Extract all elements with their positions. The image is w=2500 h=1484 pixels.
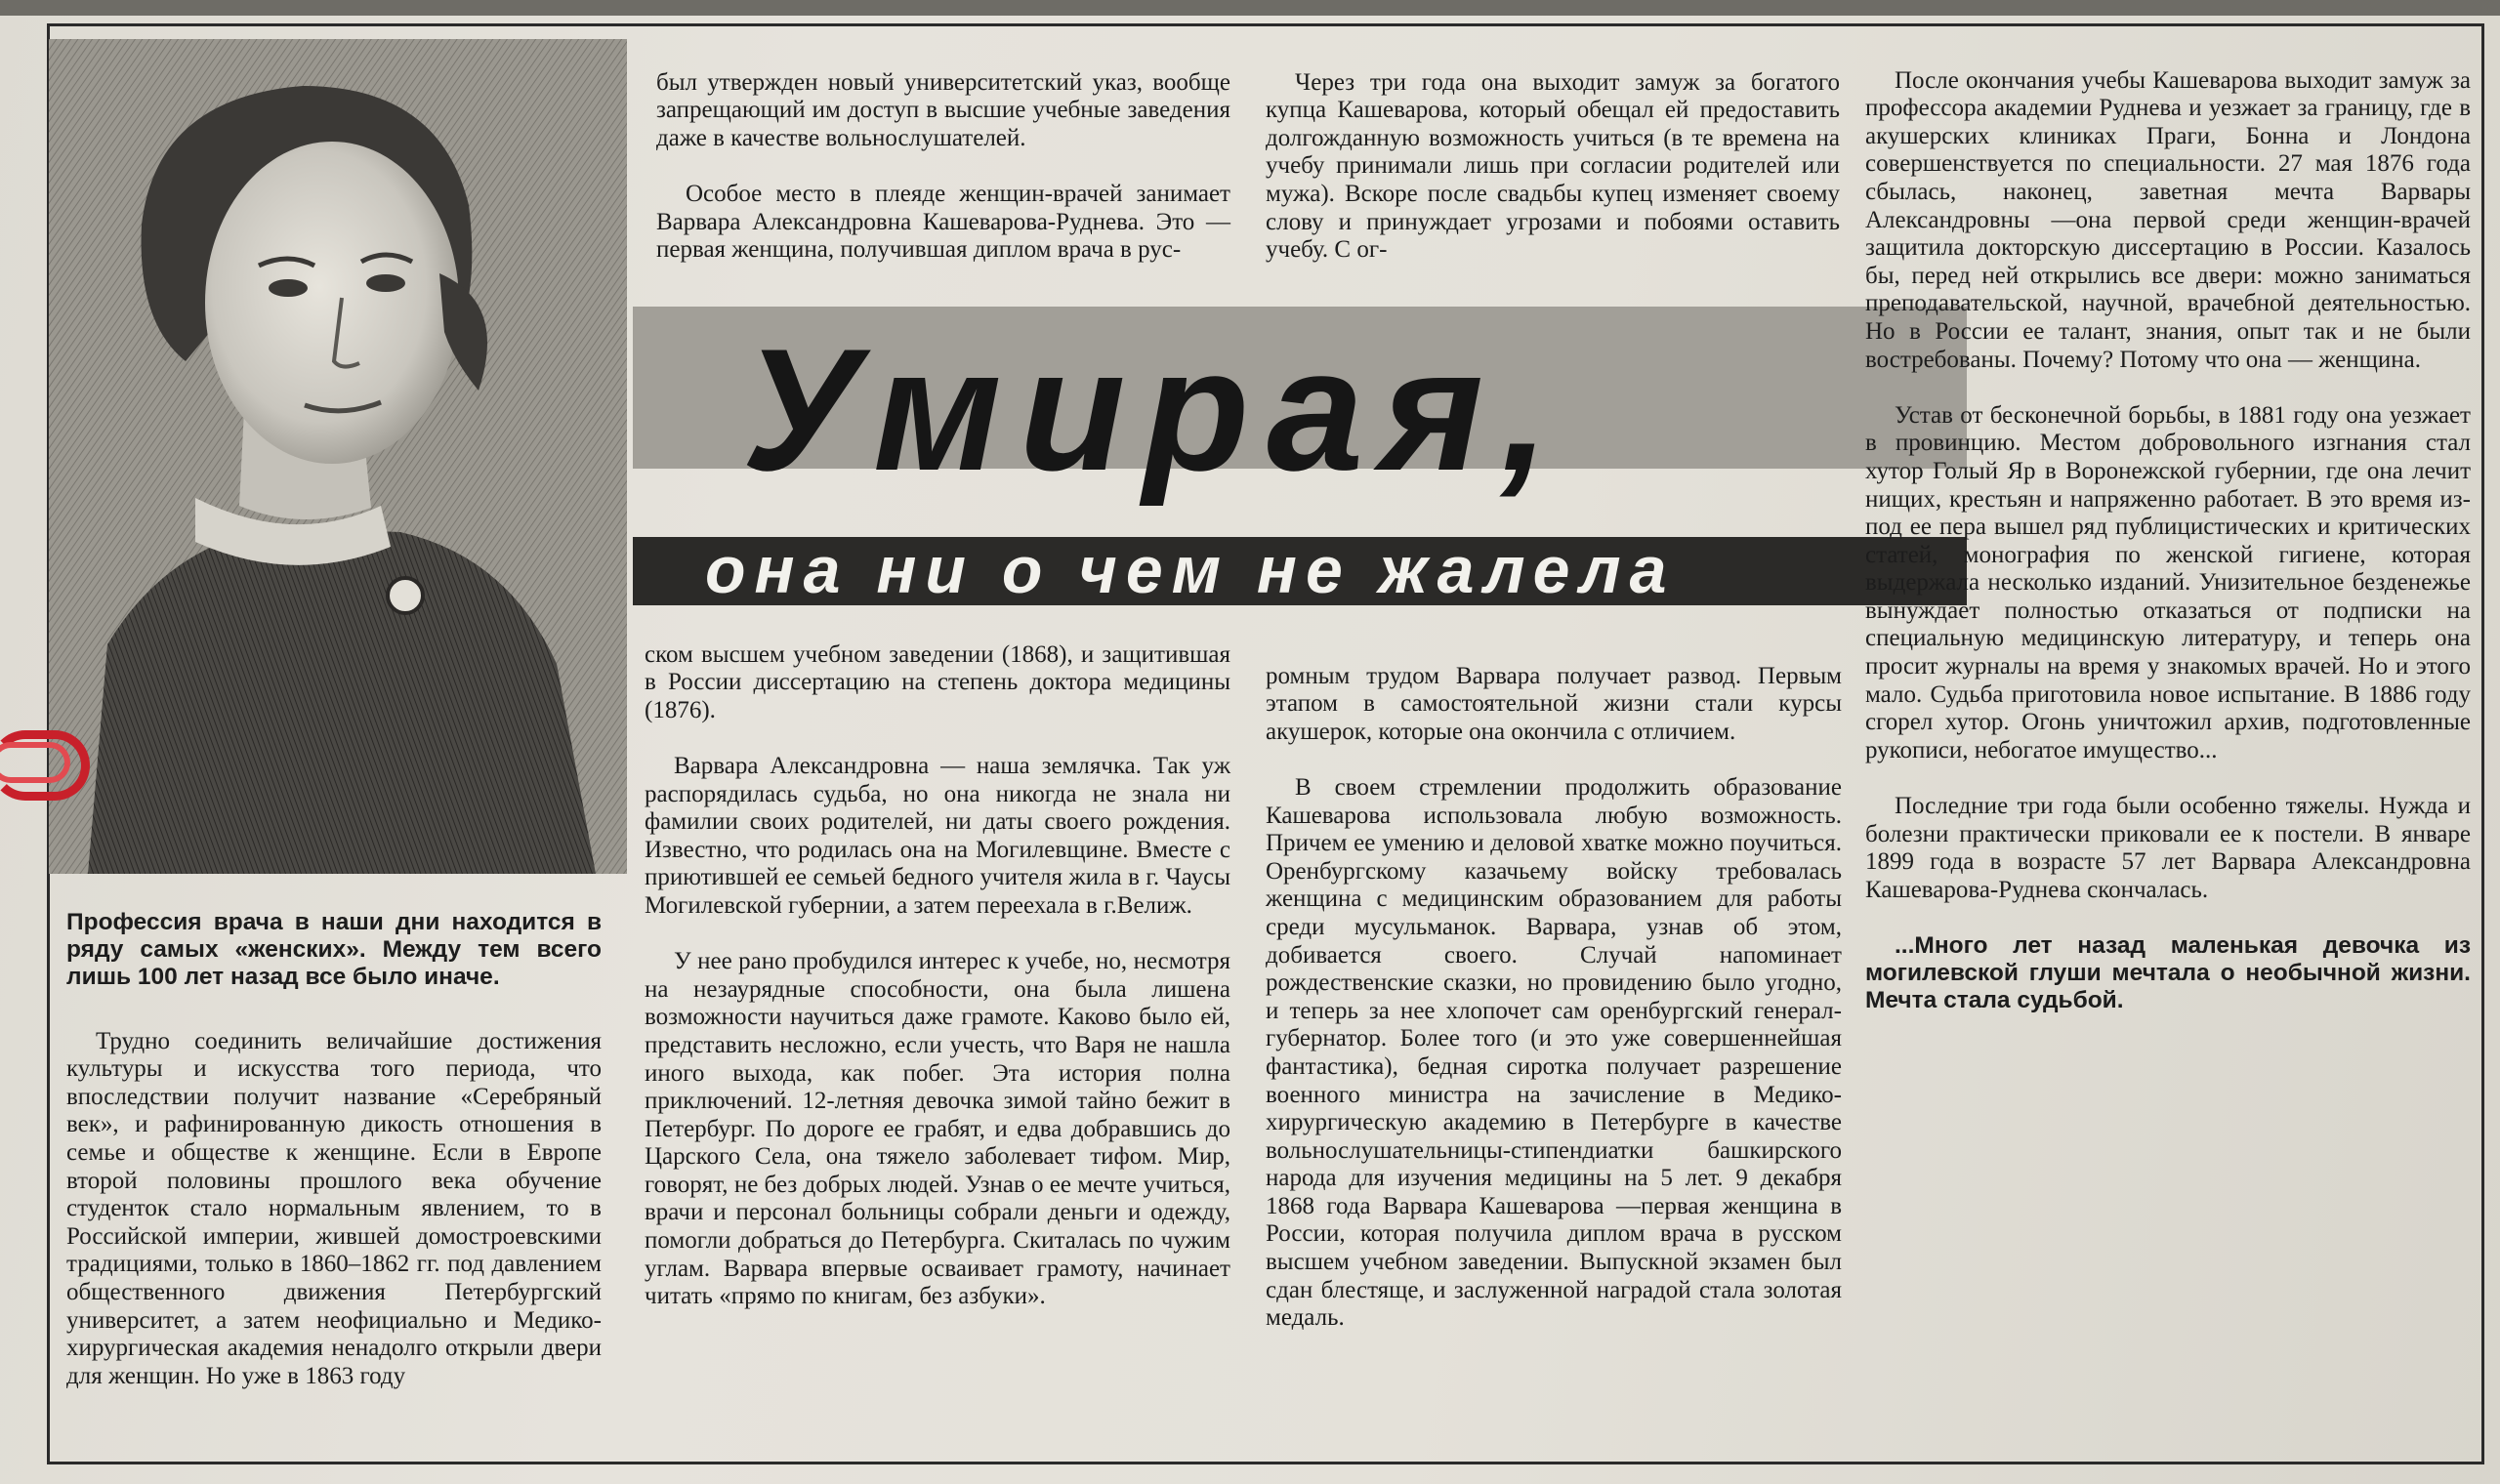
col3-bottom-paragraph-2: В своем стремлении продолжить образование Кашеварова использовала любую возможность. Причем ее умению и деловой хватке можно поучиться. Оренбургскому казачьему войску требовалась женщина с медицинским образованием для работы среди мусульманок. Варвара, узнав об этом, добивается своего. Случай напоминает рождественские сказки, но провидению было угодно, и теперь за нее хлопочет сам оренбургский генерал-губернатор. Более того (и это уже совершеннейшая фантастика), бедная сиротка получает разрешение военного министра на зачисление в Медико-хирургическую академию в Петербурге в качестве вольнослушательницы-стипендиатки башкирского народа для изучения медицины на 5 лет. 9 декабря 1868 года Варвара Кашеварова —первая женщина в России, которая получила диплом врача в русском высшем учебном заведении. Выпускной экзамен был сдан блестяще, и заслуженной наградой стала золотая медаль. <box>1266 773 1842 1332</box>
photo-caption <box>66 881 602 1018</box>
col3-bottom-paragraph-1: ромным трудом Варвара получает развод. Первым этапом в самостоятельной жизни стали курсы акушерок, которые она окончила с отличием. <box>1266 662 1842 745</box>
col2-bottom-paragraph-2: Варвара Александровна — наша землячка. Так уж распорядилась судьба, но она никогда не знала ни фамилии своих родителей, ни даты своего рождения. Известно, что родилась она на Могилевщине. Вместе с приютившей ее семьей бедного учителя жила в г. Чаусы Могилевской губернии, а затем переехала в г.Велиж. <box>645 752 1230 919</box>
col2-bottom-paragraph-1: ском высшем учебном заведении (1868), и защитившая в России диссертацию на степень доктора медицины (1876). <box>645 640 1230 723</box>
woman-portrait-icon <box>49 39 627 874</box>
col2-top-paragraph-2: Особое место в плеяде женщин-врачей занимает Варвара Александровна Кашеварова-Руднева. Это — первая женщина, получившая диплом врача в рус- <box>656 180 1230 264</box>
col2-bottom-paragraph-3: У нее рано пробудился интерес к учебе, но, несмотря на незаурядные способности, она была лишена возможности научиться даже грамоте. Каково было ей, представить несложно, если учесть, что Варя не нашла иного выхода, как побег. Эта история полна приключений. 12-летняя девочка зимой тайно бежит в Петербург. По дороге ее грабят, и едва добравшись до Царского Села, она тяжело заболевает тифом. Мир, говорят, не без добрых людей. Узнав о ее мечте учиться, врачи и персонал больницы собрали деньги и одежду, помогли добраться до Петербурга. Скиталась по чужим углам. Варвара впервые осваивает грамоту, начинает читать «прямо по книгам, без азбуки». <box>645 948 1230 1310</box>
top-edge <box>0 0 2500 16</box>
column-2-bottom <box>645 613 1230 1339</box>
col4-paragraph-3: Последние три года были особенно тяжелы. Нужда и болезни практически приковали ее к постели. В январе 1899 года в возрасте 57 лет Варвара Александровна Кашеварова-Руднева скончалась. <box>1865 793 2471 903</box>
col1-paragraph: Трудно соединить величайшие достижения культуры и искусства того периода, что впоследствии получит название «Серебряный век», и рафинированную дикость отношения в семье и обществе к женщине. Если в Европе второй половины прошлого века обучение студенток стало нормальным явлением, то в Российской империи, жившей домостроевскими традициями, только в 1860–1862 гг. под давлением общественного движения Петербургский университет, а затем неофициально и Медико-хирургическая академия ненадолго открыли двери для женщин. Но уже в 1863 году <box>66 1027 602 1389</box>
col4-paragraph-2: Устав от бесконечной борьбы, в 1881 году она уезжает в провинцию. Местом добровольного изгнания стал хутор Голый Яр в Воронежской губернии, где она лечит нищих, крестьян и напряженно работает. В это время из-под ее пера вышел ряд публицистических и критических статей, монография по женской гигиене, которая выдержала несколько изданий. Унизительное безденежье вынуждает полностью отказаться от подписки на специальную медицинскую литературу, и теперь она просит журналы на время у знакомых врачей. Но и этого мало. Судьба приготовила новое испытание. В 1886 году сгорел хутор. Огонь уничтожил архив, подготовленные рукописи, небогатое имущество... <box>1865 401 2471 763</box>
column-1 <box>66 1000 602 1419</box>
col4-closing-paragraph: ...Много лет назад маленькая девочка из могилевской глуши мечтала о необычной жизни. Мечта стала судьбой. <box>1865 932 2471 1013</box>
col2-top-paragraph-1: был утвержден новый университетский указ, вообще запрещающий им доступ в высшие учебные заведения даже в качестве вольнослушателей. <box>656 68 1230 151</box>
column-3-top <box>1266 41 1840 292</box>
portrait-image <box>49 39 627 874</box>
red-thread-loop-icon <box>0 742 70 783</box>
col4-paragraph-1: После окончания учебы Кашеварова выходит замуж за профессора академии Руднева и уезжает за границу, где в акушерских клиниках Праги, Бонна и Лондона совершенствуется по специальности. 27 мая 1876 года сбылась, наконец, заветная мечта Варвары Александровны —она первой среди женщин-врачей защитила докторскую диссертацию в России. Казалось бы, перед ней открылись все двери: можно заниматься преподавательской, научной, врачебной деятельностью. Но в России ее талант, знания, опыт так и не были востребованы. Почему? Потому что она — женщина. <box>1865 66 2471 373</box>
caption-text: Профессия врача в наши дни находится в ряду самых «женских». Между тем всего лишь 100 лет назад все было иначе. <box>66 908 602 990</box>
headline: Умирая, <box>742 312 1567 507</box>
column-4 <box>1865 39 2471 1043</box>
column-2-top <box>656 41 1230 292</box>
subheadline: она ни о чем не жалела <box>705 533 1676 607</box>
column-3-bottom <box>1266 635 1842 1360</box>
col3-top-paragraph: Через три года она выходит замуж за богатого купца Кашеварова, который обещал ей предоставить долгожданную возможность учиться (в те времена на учебу принимали лишь при согласии родителей или мужа). Вскоре после свадьбы купец изменяет своему слову и принуждает угрозами и побоями оставить учебу. С ог- <box>1266 68 1840 264</box>
